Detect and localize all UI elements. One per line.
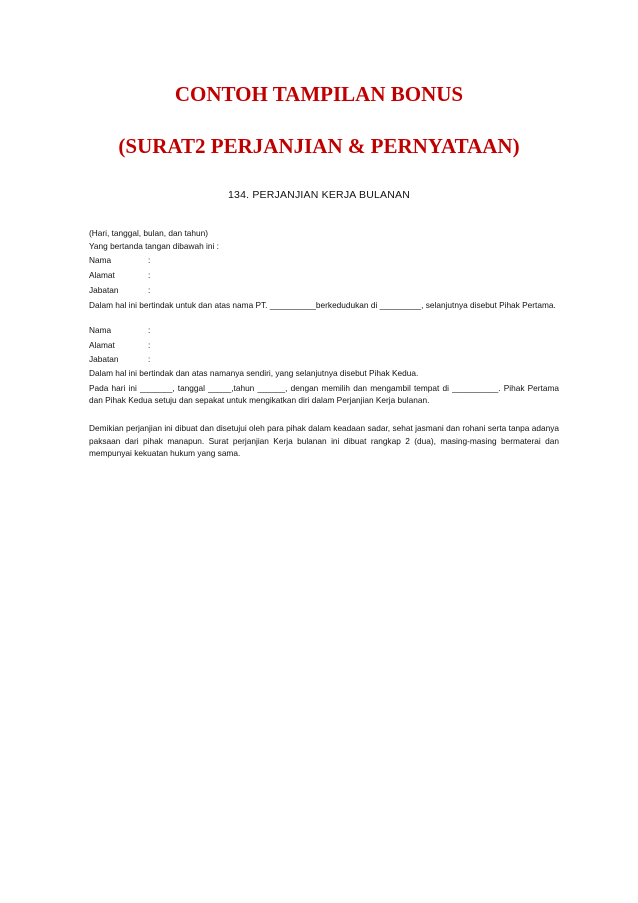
party2-address-label: Alamat	[89, 340, 115, 350]
document-title: 134. PERJANJIAN KERJA BULANAN	[227, 189, 411, 201]
party1-name-colon: :	[148, 255, 151, 265]
party1-statement: Dalam hal ini bertindak untuk dan atas nama PT. __________berkedudukan di _________, selanjutnya disebut Pihak Pertama.	[89, 300, 556, 310]
party2-name-label: Nama	[89, 325, 112, 335]
intro-line: Yang bertanda tangan dibawah ini :	[89, 241, 219, 251]
party1-name-label: Nama	[89, 255, 112, 265]
party2-statement: Dalam hal ini bertindak dan atas namanya sendiri, yang selanjutnya disebut Pihak Kedua.	[89, 368, 419, 378]
closing-paragraph: Demikian perjanjian ini dibuat dan disetujui oleh para pihak dalam keadaan sadar, sehat jasmani dan rohani serta tanpa adanya paksaan dari pihak manapun. Surat perjanjian Kerja bulanan ini dibuat rangkap 2 (dua), masing-masing bermaterai dan mempunyai kekuatan hukum yang sama.	[89, 423, 559, 458]
heading-line-1: CONTOH TAMPILAN BONUS	[174, 82, 464, 106]
date-line: (Hari, tanggal, bulan, dan tahun)	[89, 228, 209, 238]
party1-address-label: Alamat	[89, 270, 115, 280]
party1-address-colon: :	[148, 270, 151, 280]
party2-name-colon: :	[148, 325, 151, 335]
party1-position-colon: :	[148, 285, 151, 295]
party2-position-label: Jabatan	[89, 354, 119, 364]
party1-position-label: Jabatan	[89, 285, 119, 295]
agreement-paragraph: Pada hari ini _______, tanggal _____,tahun ______, dengan memilih dan mengambil tempat di __________. Pihak Pertama dan Pihak Kedua setuju dan sepakat untuk mengikatkan diri dalam Perjanjian Kerja bulanan.	[89, 383, 559, 405]
party2-address-colon: :	[148, 340, 151, 350]
party2-position-colon: :	[148, 354, 151, 364]
heading-line-2: (SURAT2 PERJANJIAN & PERNYATAAN)	[118, 134, 520, 158]
